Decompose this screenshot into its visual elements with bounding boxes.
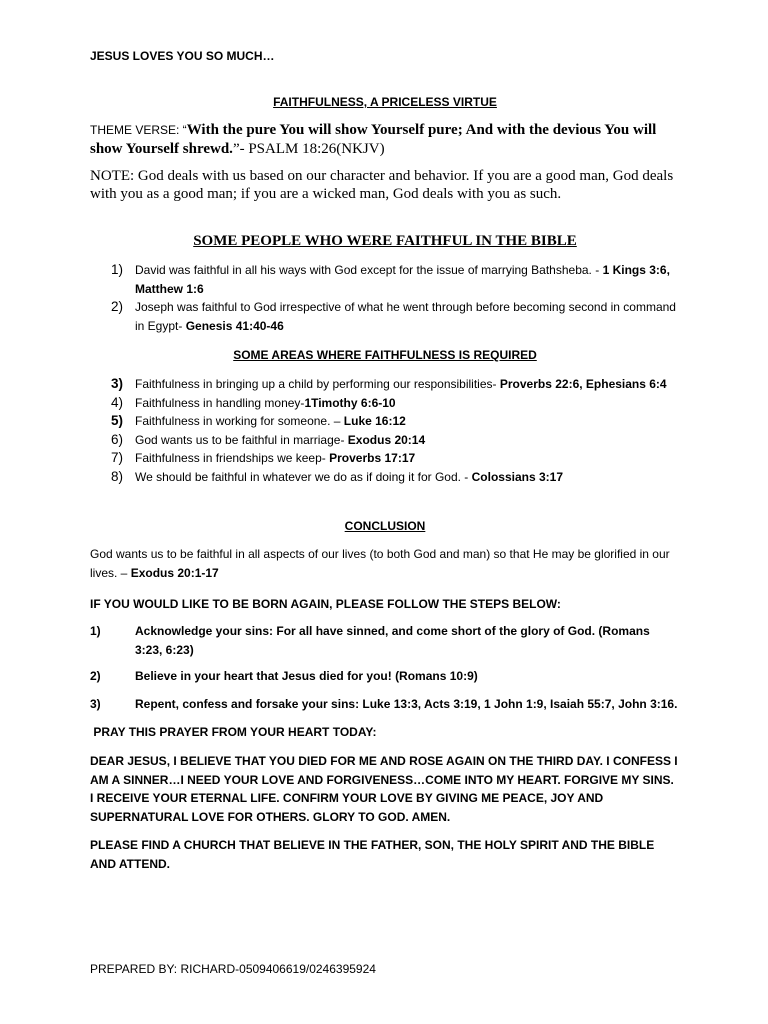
theme-verse: [90, 121, 680, 158]
faithful-people-heading: SOME PEOPLE WHO WERE FAITHFUL IN THE BIBLE: [193, 233, 577, 249]
prayer-paragraph: DEAR JESUS, I BELIEVE THAT YOU DIED FOR ME AND ROSE AGAIN ON THE THIRD DAY. I CONFESS I AM A SINNER…I NEED YOUR LOVE AND FORGIVENESS…COME INTO MY HEART. FORGIVE MY SINS. I RECEIVE YOUR ETERNAL LIFE. CONFIRM YOUR LOVE BY GIVING ME PEACE, JOY AND SUPERNATURAL LOVE FOR OTHERS. GLORY TO GOD. AMEN.: [90, 754, 678, 824]
note-paragraph: NOTE: God deals with us based on our character and behavior. If you are a good man, God deals with you as a good man; if you are a wicked man, God deals with you as such.: [90, 168, 674, 202]
step-item: 3) Repent, confess and forsake your sins: Luke 13:3, Acts 3:19, 1 John 1:9, Isaiah 55:7, John 3:16.: [90, 697, 678, 711]
steps-list: [90, 622, 680, 667]
church-paragraph: PLEASE FIND A CHURCH THAT BELIEVE IN THE FATHER, SON, THE HOLY SPIRIT AND THE BIBLE AND ATTEND.: [90, 838, 655, 871]
faithful-people-list: [90, 261, 680, 335]
list-item: 1) David was faithful in all his ways with God except for the issue of marrying Bathsheba. - 1 Kings 3:6, Matthew 1:6: [111, 262, 670, 296]
list-item: 8) We should be faithful in whatever we do as if doing it for God. - Colossians 3:17: [111, 468, 564, 484]
list-item: 4) Faithfulness in handling money-1Timothy 6:6-10: [111, 394, 396, 410]
conclusion-paragraph: God wants us to be faithful in all aspects of our lives (to both God and man) so that He may be glorified in our lives. – Exodus 20:1-17: [90, 547, 670, 580]
list-item: 3) Faithfulness in bringing up a child by performing our responsibilities- Proverbs 22:6, Ephesians 6:4: [111, 376, 667, 391]
born-again-heading: IF YOU WOULD LIKE TO BE BORN AGAIN, PLEASE FOLLOW THE STEPS BELOW:: [90, 597, 561, 611]
list-item: 6) God wants us to be faithful in marriage- Exodus 20:14: [111, 431, 426, 447]
step-item: 1) Acknowledge your sins: For all have sinned, and come short of the glory of God. (Romans 3:23, 6:23): [90, 624, 650, 657]
step-item: 2) Believe in your heart that Jesus died for you! (Romans 10:9): [90, 669, 478, 683]
steps-list-3: [90, 695, 680, 714]
header-line: JESUS LOVES YOU SO MUCH…: [90, 49, 275, 63]
list-item: 2) Joseph was faithful to God irrespective of what he went through before becoming second in command in Egypt- Genesis 41:40-46: [111, 299, 676, 333]
areas-list: [90, 375, 680, 486]
theme-label: THEME VERSE: “: [90, 123, 187, 137]
document-title: FAITHFULNESS, A PRICELESS VIRTUE: [273, 95, 497, 109]
steps-list-2: [90, 667, 680, 686]
theme-verse-text: With the pure You will show Yourself pure; And with the devious You will show Yourself shrewd.: [90, 122, 657, 157]
list-item: 5) Faithfulness in working for someone. – Luke 16:12: [111, 413, 406, 428]
conclusion-heading: CONCLUSION: [344, 519, 426, 533]
theme-verse-ref: ”- PSALM 18:26(NKJV): [232, 140, 385, 157]
pray-heading: PRAY THIS PRAYER FROM YOUR HEART TODAY:: [90, 725, 377, 739]
list-item: 7) Faithfulness in friendships we keep- Proverbs 17:17: [111, 450, 416, 465]
footer-prepared-by: PREPARED BY: RICHARD-0509406619/0246395924: [90, 962, 376, 976]
areas-heading: SOME AREAS WHERE FAITHFULNESS IS REQUIRED: [233, 348, 537, 362]
